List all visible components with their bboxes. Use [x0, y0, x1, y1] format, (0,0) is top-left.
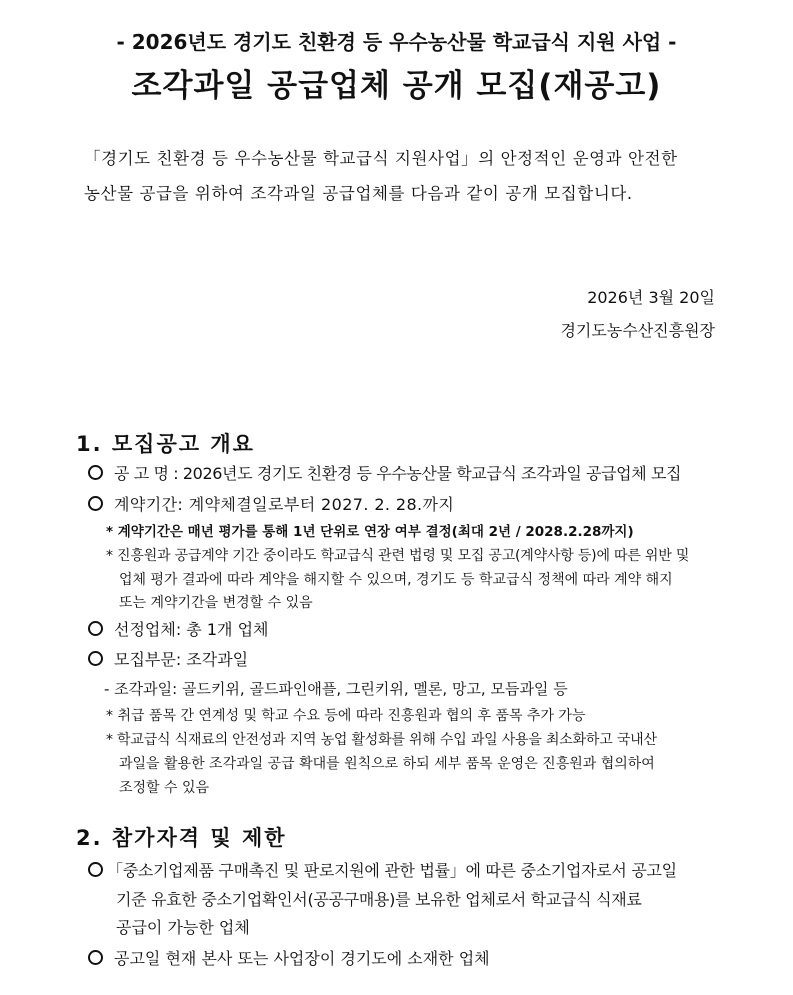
category-detail: - 조각과일: 골드키위, 골드파인애플, 그린키위, 멜론, 망고, 모듬과일 등 — [104, 680, 568, 698]
notice-issuer: 경기도농수산진흥원장 — [560, 321, 715, 340]
note-item-addition: * 취급 품목 간 연계성 및 학교 수요 등에 따라 진흥원과 협의 후 품목 추가 가능 — [106, 708, 586, 724]
intro-line-2: 농산물 공급을 위하여 조각과일 공급업체를 다음과 같이 공개 모집합니다. — [84, 184, 633, 203]
circle-bullet-icon — [88, 465, 103, 480]
note-termination-line-2: 업체 평가 결과에 따라 계약을 해지할 수 있으며, 경기도 등 학교급식 정책에 따라 계약 해지 — [119, 572, 673, 588]
document-title: 조각과일 공급업체 공개 모집(재공고) — [131, 68, 662, 104]
circle-bullet-icon — [88, 862, 103, 877]
note-domestic-line-3: 조정할 수 있음 — [119, 780, 210, 796]
eligibility-1-line-2: 기준 유효한 중소기업확인서(공공구매용)를 보유한 업체로서 학교급식 식재료 — [116, 890, 642, 909]
recruit-category: 모집부문: 조각과일 — [114, 650, 249, 669]
circle-bullet-icon — [88, 621, 103, 636]
notice-date: 2026년 3월 20일 — [587, 288, 715, 307]
intro-line-1: 「경기도 친환경 등 우수농산물 학교급식 지원사업」의 안정적인 운영과 안전한 — [84, 149, 678, 168]
contract-period: 계약기간: 계약체결일로부터 2027. 2. 28.까지 — [114, 495, 455, 514]
eligibility-2: 공고일 현재 본사 또는 사업장이 경기도에 소재한 업체 — [114, 949, 490, 968]
circle-bullet-icon — [88, 496, 103, 511]
document-subtitle: - 2026년도 경기도 친환경 등 우수농산물 학교급식 지원 사업 - — [116, 30, 677, 54]
note-contract-extension: * 계약기간은 매년 평가를 통해 1년 단위로 연장 여부 결정(최대 2년 / 2028.2.28까지) — [106, 524, 634, 540]
note-termination-line-3: 또는 계약기간을 변경할 수 있음 — [119, 595, 313, 611]
section-2-heading: 2. 참가자격 및 제한 — [76, 826, 287, 850]
eligibility-1-line-1: 「중소기업제품 구매촉진 및 판로지원에 관한 법률」에 따른 중소기업자로서 공고일 — [107, 861, 677, 880]
note-domestic-line-2: 과일을 활용한 조각과일 공급 확대를 원칙으로 하되 세부 품목 운영은 진흥원과 협의하여 — [119, 756, 655, 772]
note-termination-line-1: * 진흥원과 공급계약 기간 중이라도 학교급식 관련 법령 및 모집 공고(계약사항 등)에 따른 위반 및 — [106, 548, 690, 564]
note-domestic-line-1: * 학교급식 식재료의 안전성과 지역 농업 활성화를 위해 수입 과일 사용을 최소화하고 국내산 — [106, 732, 657, 748]
circle-bullet-icon — [88, 651, 103, 666]
notice-name: 공 고 명 : 2026년도 경기도 친환경 등 우수농산물 학교급식 조각과일 공급업체 모집 — [114, 464, 682, 483]
section-1-heading: 1. 모집공고 개요 — [76, 432, 255, 456]
circle-bullet-icon — [88, 950, 103, 965]
eligibility-1-line-3: 공급이 가능한 업체 — [116, 918, 250, 937]
selection-count: 선정업체: 총 1개 업체 — [114, 620, 269, 639]
